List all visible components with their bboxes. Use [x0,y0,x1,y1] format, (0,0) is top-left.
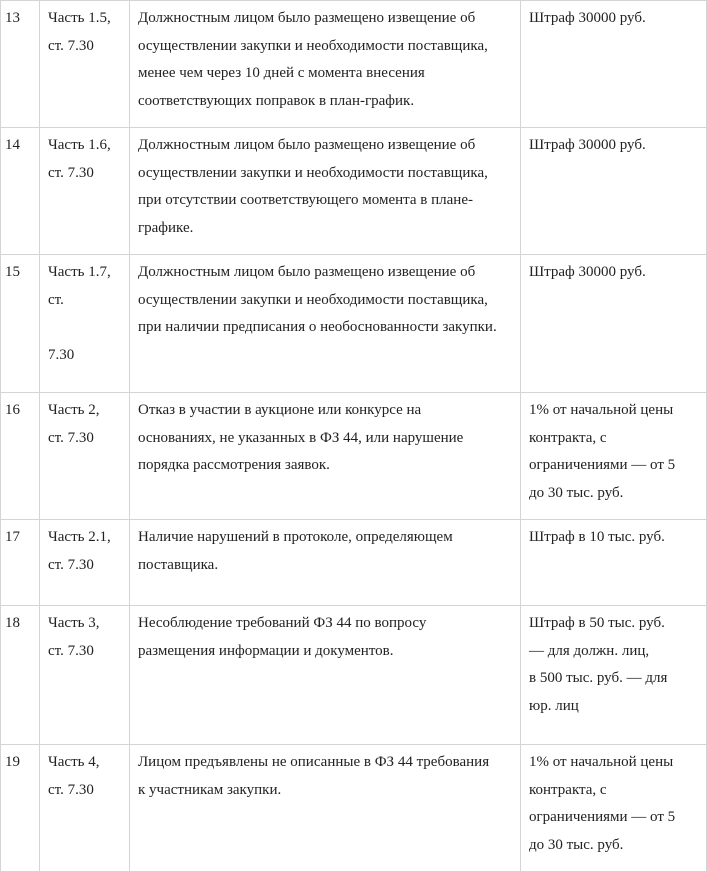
row-number-cell [1,255,40,393]
row-number-cell [1,128,40,255]
row-number-cell [1,745,40,872]
article-cell [40,606,130,745]
description-line: осуществлении закупки и необходимости поставщика, [138,291,488,308]
article-line: Часть 1.7, [48,264,111,280]
description-line: Наличие нарушений в протоколе, определяющем [138,529,453,545]
penalty-line: 1% от начальной цены [529,754,674,770]
description-line: Отказ в участии в аукционе или конкурсе на [138,402,422,418]
row-number-cell [1,393,40,520]
row-number: 18 [5,615,20,631]
article-line: Часть 1.5, [48,10,111,26]
penalty-cell [521,255,707,393]
article-line: ст. 7.30 [48,556,94,573]
row-number-cell [1,606,40,745]
description-line: Лицом предъявлены не описанные в ФЗ 44 требования [138,754,490,770]
penalty-line: до 30 тыс. руб. [529,836,624,853]
article-line: Часть 2.1, [48,529,111,545]
article-line: ст. 7.30 [48,781,94,798]
description-cell [130,520,521,606]
article-line: Часть 3, [48,615,100,631]
penalty-cell [521,128,707,255]
description-line: менее чем через 10 дней с момента внесения [138,65,425,81]
description-line: к участникам закупки. [138,781,282,798]
description-line: при наличии предписания о необоснованности закупки. [138,319,497,335]
description-line: осуществлении закупки и необходимости поставщика, [138,164,488,181]
article-line: ст. [48,291,64,308]
penalty-line: — для должн. лиц, [529,642,650,659]
penalty-cell [521,393,707,520]
penalty-line: контракта, с [529,429,607,446]
penalty-line: Штраф 30000 руб. [529,10,646,26]
article-spacer [48,314,121,342]
penalty-cell [521,520,707,606]
article-cell [40,393,130,520]
penalty-cell [521,745,707,872]
row-number: 15 [5,264,20,280]
description-cell [130,745,521,872]
description-line: осуществлении закупки и необходимости поставщика, [138,37,488,54]
article-cell [40,128,130,255]
description-line: размещения информации и документов. [138,642,394,659]
table-row [1,255,707,393]
row-number: 16 [5,402,20,418]
article-line: 7.30 [48,346,75,363]
row-number: 19 [5,754,20,770]
table-body [1,1,707,872]
penalty-line: до 30 тыс. руб. [529,484,624,501]
description-line: соответствующих поправок в план-график. [138,92,415,109]
description-cell [130,128,521,255]
article-cell [40,255,130,393]
row-number-cell [1,520,40,606]
description-line: основаниях, не указанных в ФЗ 44, или нарушение [138,429,464,446]
row-number-cell [1,1,40,128]
description-line: порядка рассмотрения заявок. [138,457,330,473]
description-cell [130,606,521,745]
description-cell [130,393,521,520]
description-line: Должностным лицом было размещено извещение об [138,264,476,280]
table-row [1,520,707,606]
row-number: 17 [5,529,20,545]
penalty-line: ограничениями — от 5 [529,809,676,825]
article-cell [40,520,130,606]
penalty-line: в 500 тыс. руб. — для [529,670,668,686]
description-line: графике. [138,219,194,236]
description-cell [130,255,521,393]
table-row [1,128,707,255]
description-line: Несоблюдение требований ФЗ 44 по вопросу [138,615,427,631]
row-number: 14 [5,137,20,153]
table-row [1,606,707,745]
article-line: Часть 4, [48,754,100,770]
description-line: при отсутствии соответствующего момента в плане- [138,192,473,208]
table-row [1,745,707,872]
article-line: ст. 7.30 [48,164,94,181]
penalty-line: Штраф 30000 руб. [529,264,646,280]
penalty-line: Штраф в 10 тыс. руб. [529,529,665,545]
penalty-line: ограничениями — от 5 [529,457,676,473]
article-cell [40,745,130,872]
article-line: Часть 1.6, [48,137,111,153]
penalty-line: Штраф в 50 тыс. руб. [529,615,665,631]
article-line: ст. 7.30 [48,37,94,54]
article-cell [40,1,130,128]
penalty-line: юр. лиц [529,697,579,714]
penalty-line: 1% от начальной цены [529,402,674,418]
penalty-line: контракта, с [529,781,607,798]
description-cell [130,1,521,128]
description-line: Должностным лицом было размещено извещение об [138,10,476,26]
penalty-line: Штраф 30000 руб. [529,137,646,153]
article-line: ст. 7.30 [48,429,94,446]
article-line: Часть 2, [48,402,100,418]
article-line: ст. 7.30 [48,642,94,659]
table-row [1,393,707,520]
row-number: 13 [5,10,20,26]
description-line: поставщика. [138,556,219,573]
penalty-cell [521,606,707,745]
description-line: Должностным лицом было размещено извещение об [138,137,476,153]
penalty-cell [521,1,707,128]
table-row [1,1,707,128]
